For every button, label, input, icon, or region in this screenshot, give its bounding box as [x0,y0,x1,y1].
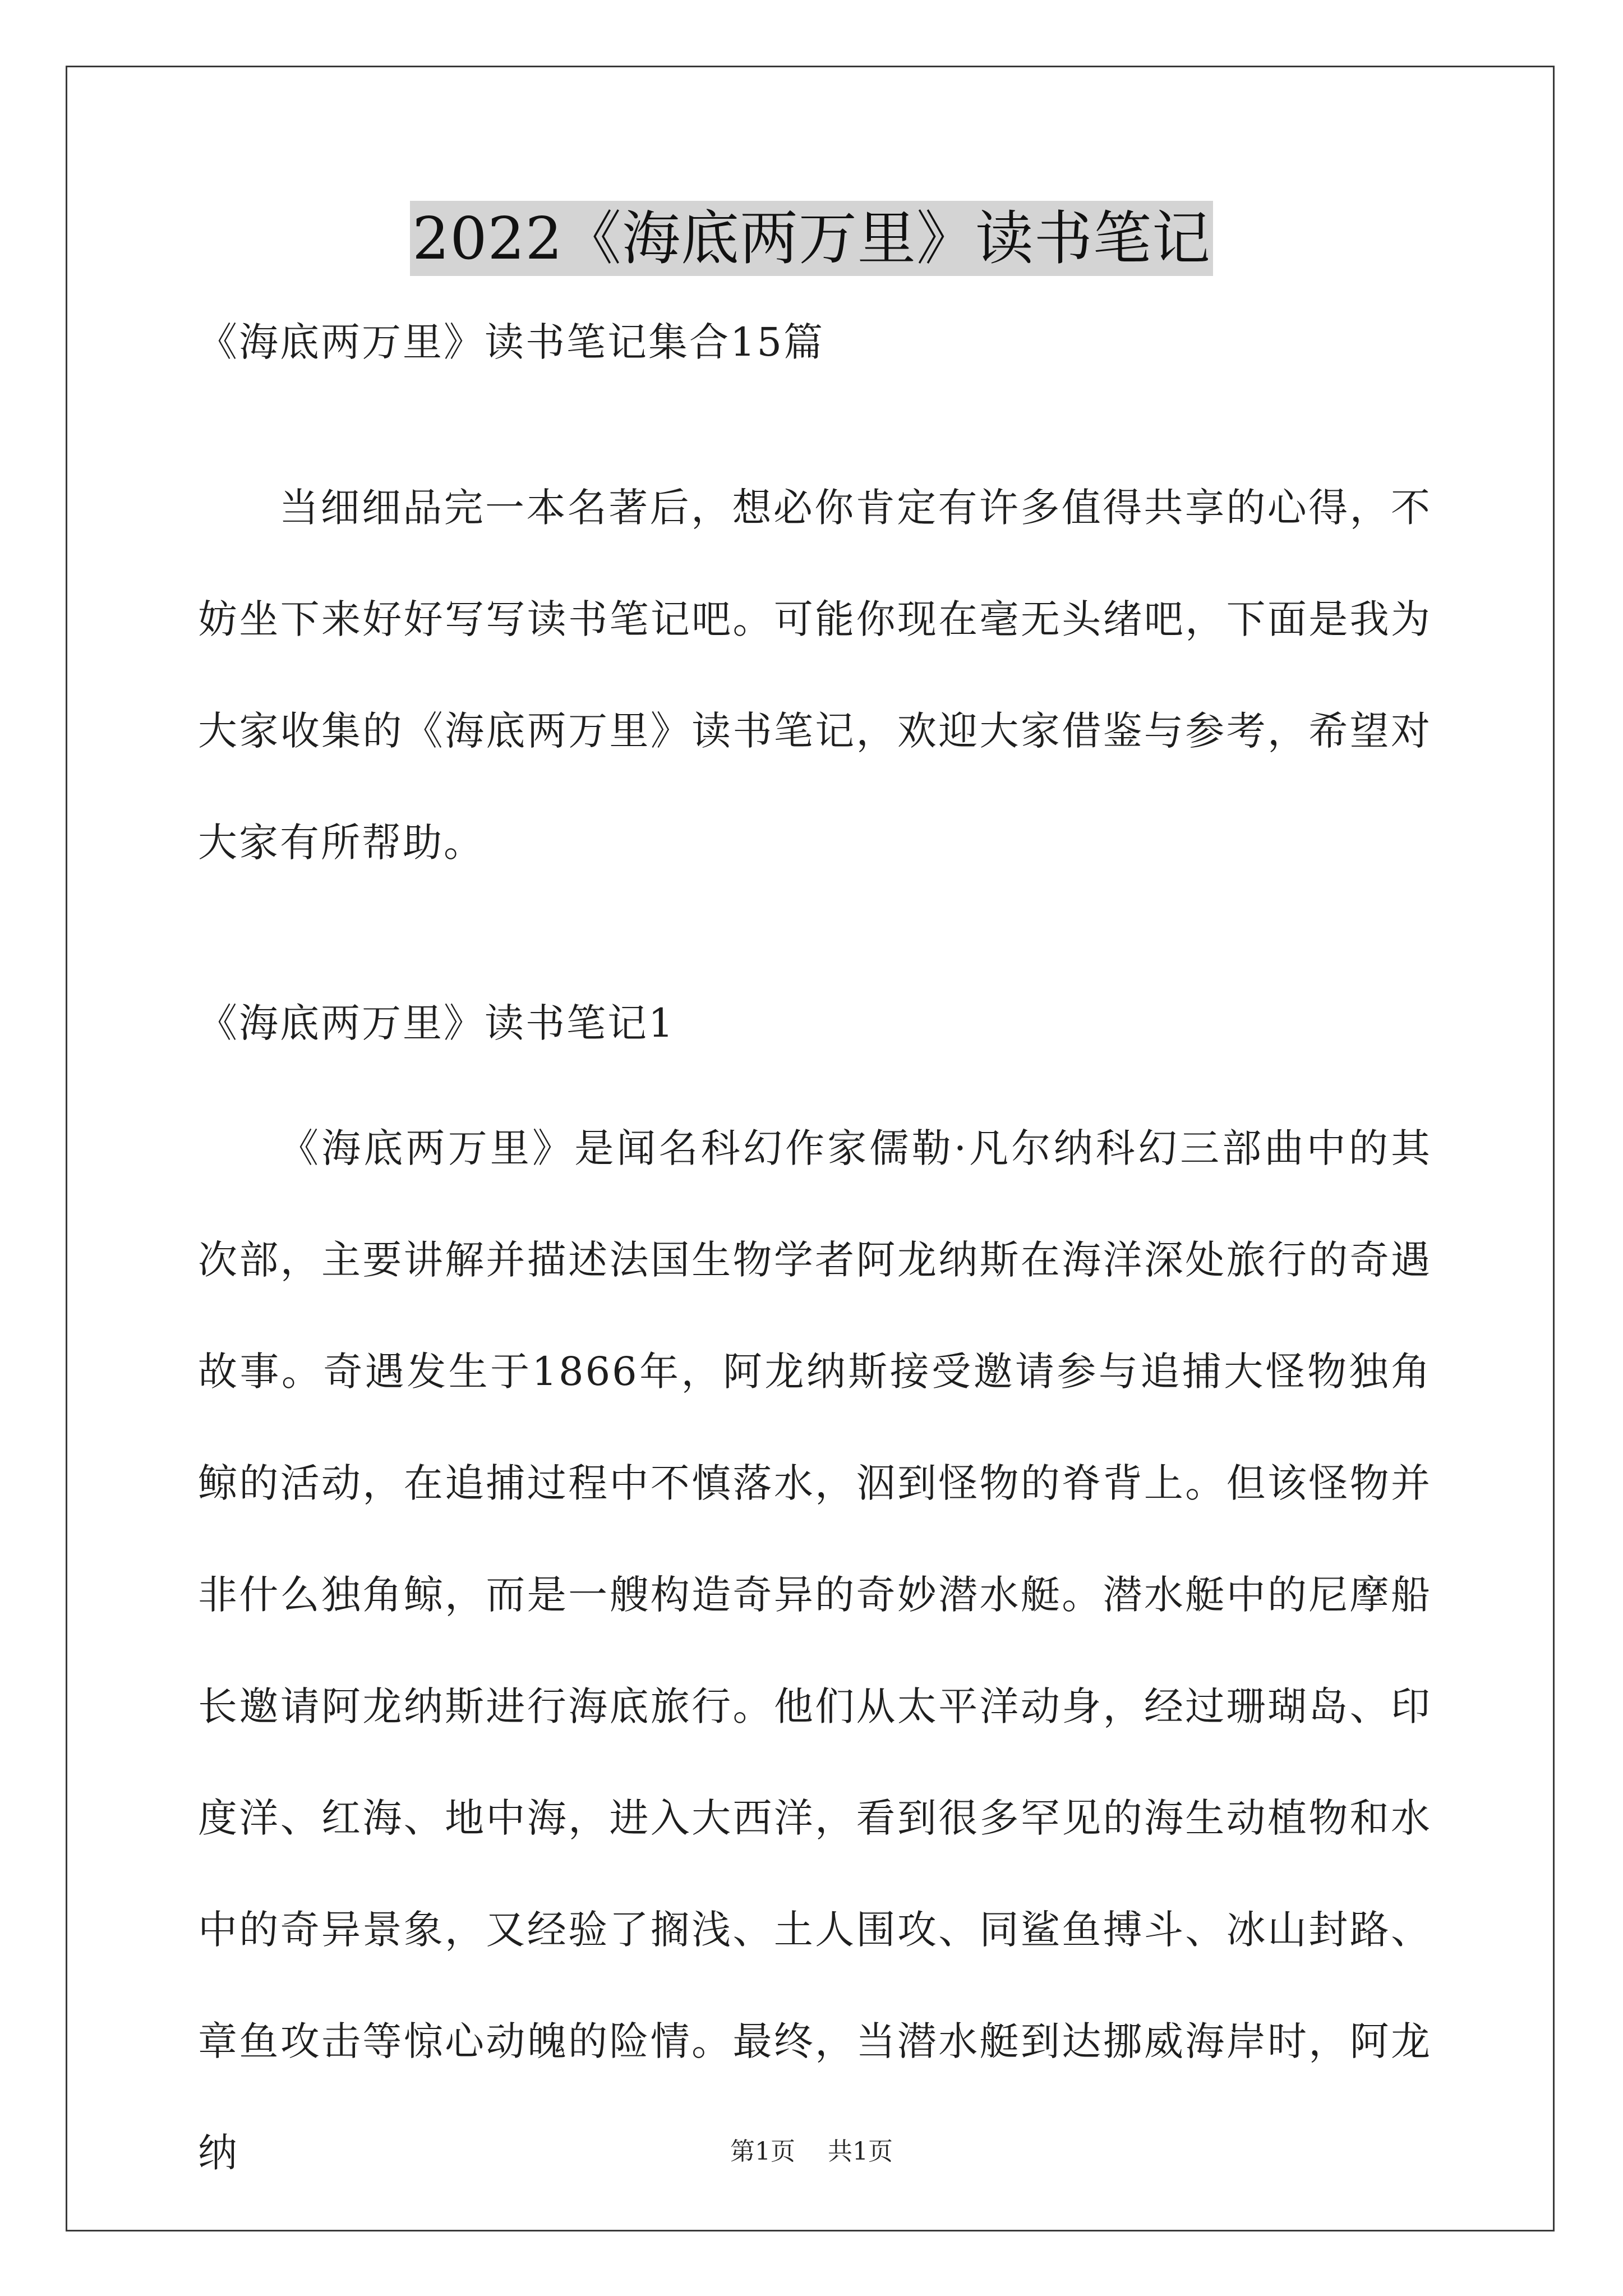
section-heading: 《海底两万里》读书笔记1 [198,1000,675,1046]
page-number-current: 第1页 [730,2137,795,2166]
page-number-total: 共1页 [828,2137,893,2166]
document-subtitle: 《海底两万里》读书笔记集合15篇 [198,319,825,365]
document-title: 2022《海底两万里》读书笔记 [410,201,1213,276]
page-footer [0,2135,1623,2169]
section-paragraph: 《海底两万里》是闻名科幻作家儒勒·凡尔纳科幻三部曲中的其次部，主要讲解并描述法国生物学者阿龙纳斯在海洋深处旅行的奇遇故事。奇遇发生于1866年，阿龙纳斯接受邀请参与追捕大怪物独角鲸的活动，在追捕过程中不慎落水，泅到怪物的脊背上。但该怪物并非什么独角鲸，而是一艘构造奇异的奇妙潜水艇。潜水艇中的尼摩船长邀请阿龙纳斯进行海底旅行。他们从太平洋动身，经过珊瑚岛、印度洋、红海、地中海，进入大西洋，看到很多罕见的海生动植物和水中的奇异景象，又经验了搁浅、土人围攻、同鲨鱼搏斗、冰山封路、章鱼攻击等惊心动魄的险情。最终，当潜水艇到达挪威海岸时，阿龙纳 [198,1125,1432,2176]
intro-paragraph: 当细细品完一本名著后，想必你肯定有许多值得共享的心得，不妨坐下来好好写写读书笔记吧。可能你现在毫无头绪吧，下面是我为大家收集的《海底两万里》读书笔记，欢迎大家借鉴与参考，希望对大家有所帮助。 [198,485,1432,866]
title-container [0,201,1623,276]
